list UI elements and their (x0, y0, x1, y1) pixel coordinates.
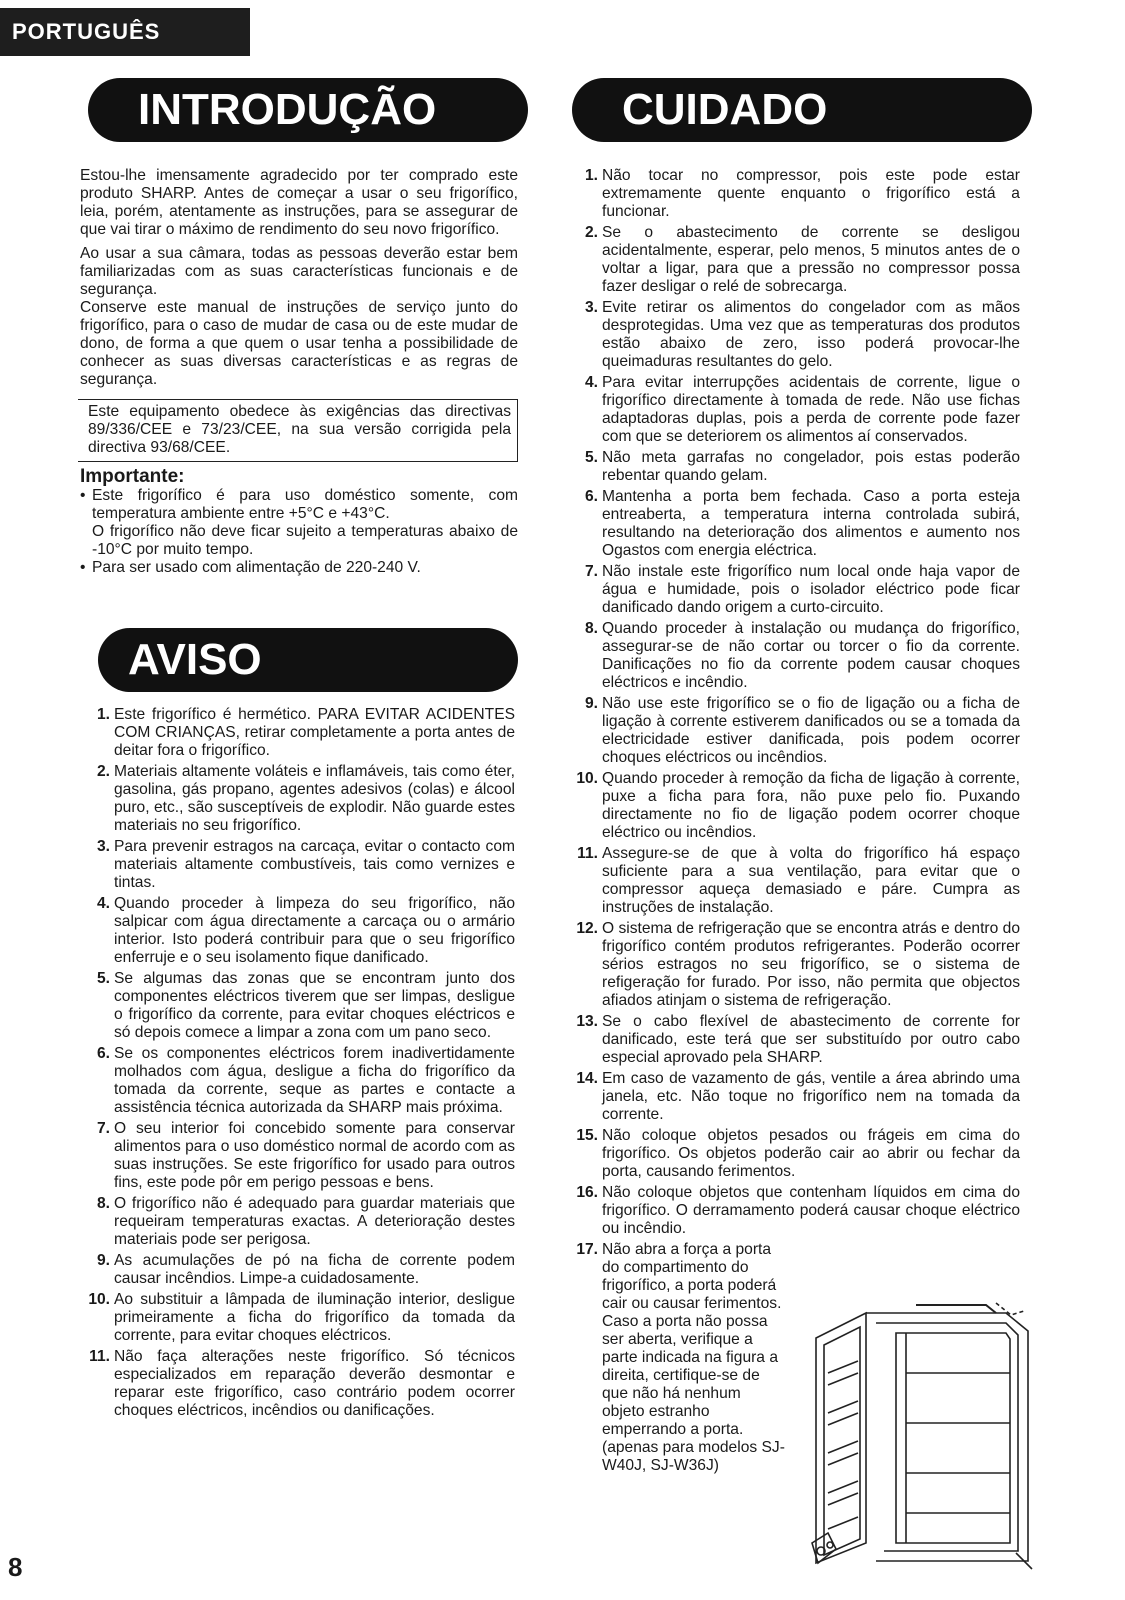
intro-paragraph-2: Ao usar a sua câmara, todas as pessoas deverão estar bem familiarizadas com as suas características funcionais e de segurança. (80, 245, 518, 298)
cuidado-item-number: 4. (584, 374, 598, 391)
cuidado-item-9 (568, 695, 1020, 767)
cuidado-item-8 (568, 620, 1020, 692)
aviso-item-8 (80, 1195, 515, 1249)
aviso-item-number: 1. (96, 706, 110, 723)
importante-bullet-1-sub: O frigorífico não deve ficar sujeito a temperaturas abaixo de -10°C por muito tempo. (92, 523, 518, 558)
cuidado-item-text: Não use este frigorífico se o fio de ligação ou a ficha de ligação à corrente estiverem danificados ou se a tomada da electricidade estiver danificada, pois podem ocorrer choques eléctricos ou incêndios. (602, 695, 1020, 766)
cuidado-item-number: 8. (584, 620, 598, 637)
page-number: 8 (8, 1552, 23, 1582)
cuidado-section (568, 167, 1020, 1475)
introducao-heading: INTRODUÇÃO (88, 78, 528, 142)
cuidado-item-text: Não meta garrafas no congelador, pois estas poderão rebentar quando gelam. (602, 449, 1020, 484)
cuidado-item-5 (568, 449, 1020, 485)
importante-bullet-2 (80, 559, 518, 577)
aviso-item-text: Se os componentes eléctricos forem inadivertidamente molhados com água, desligue a ficha do frigorífico da tomada da corrente, seque as partes e contacte a assistência técnica autorizada da SHARP mais próxima. (114, 1045, 515, 1116)
cuidado-item-number: 5. (584, 449, 598, 466)
language-tab: PORTUGUÊS (0, 8, 250, 56)
cuidado-item-text: Quando proceder à remoção da ficha de ligação à corrente, puxe a ficha para fora, não puxe pelo fio. Puxando directamente no fio de ligação podem ocorrer choque eléctrico ou incêndios. (602, 770, 1020, 841)
intro-paragraph-1: Estou-lhe imensamente agradecido por ter comprado este produto SHARP. Antes de começar a usar o seu frigorífico, leia, porém, atentamente as instruções, para se assegurar de que vai tirar o máximo de rendimento do seu novo frigorífico. (80, 167, 518, 238)
cuidado-item-number: 15. (576, 1127, 598, 1144)
directive-notice (78, 399, 518, 462)
cuidado-item-4 (568, 374, 1020, 446)
cuidado-item-number: 16. (576, 1184, 598, 1201)
cuidado-item-1 (568, 167, 1020, 221)
aviso-item-text: Não faça alterações neste frigorífico. Só técnicos especializados em reparação deverão desmontar e reparar este frigorífico, caso contrário podem ocorrer choques eléctricos, incêndios ou danificações. (114, 1348, 515, 1419)
cuidado-item-number: 3. (584, 299, 598, 316)
aviso-list (80, 706, 515, 1420)
aviso-item-number: 10. (88, 1291, 110, 1308)
cuidado-heading: CUIDADO (572, 78, 1032, 142)
cuidado-item-number: 12. (576, 920, 598, 937)
cuidado-item-text: Mantenha a porta bem fechada. Caso a porta esteja entreaberta, a temperatura interna controlada subirá, resultando na deterioração dos alimentos e aumento nos Ogastos com energia eléctrica. (602, 488, 1020, 559)
aviso-item-number: 8. (96, 1195, 110, 1212)
cuidado-item-12 (568, 920, 1020, 1010)
aviso-item-number: 4. (96, 895, 110, 912)
intro-paragraph-3: Conserve este manual de instruções de serviço junto do frigorífico, para o caso de mudar de casa ou de este mudar de dono, de forma a que quem o usar tenha a possibilidade de conhecer as suas diversas características e as regras de segurança. (80, 299, 518, 388)
aviso-item-text: Este frigorífico é hermético. PARA EVITAR ACIDENTES COM CRIANÇAS, retirar completamente a porta antes de deitar fora o frigorífico. (114, 706, 515, 759)
cuidado-item-15 (568, 1127, 1020, 1181)
cuidado-item-number: 10. (576, 770, 598, 787)
cuidado-item-text: Não coloque objetos que contenham líquidos em cima do frigorífico. O derramamento poderá causar choque eléctrico ou incêndio. (602, 1184, 1020, 1237)
aviso-item-number: 2. (96, 763, 110, 780)
cuidado-item-number: 11. (577, 845, 598, 862)
cuidado-item-number: 13. (576, 1013, 598, 1030)
aviso-item-1 (80, 706, 515, 760)
aviso-item-9 (80, 1252, 515, 1288)
cuidado-item-text: Para evitar interrupções acidentais de corrente, ligue o frigorífico directamente à tomada de rede. Não use fichas adaptadoras duplas, pois a perda de corrente pode fazer com que se deteriorem os alimentos aí conservados. (602, 374, 1020, 445)
aviso-item-3 (80, 838, 515, 892)
aviso-item-number: 3. (96, 838, 110, 855)
aviso-item-7 (80, 1120, 515, 1192)
cuidado-item-number: 7. (584, 563, 598, 580)
cuidado-item-number: 6. (584, 488, 598, 505)
aviso-item-number: 9. (96, 1252, 110, 1269)
cuidado-item-13 (568, 1013, 1020, 1067)
aviso-item-10 (80, 1291, 515, 1345)
aviso-item-text: O frigorífico não é adequado para guardar materiais que requeiram temperaturas exactas. A deterioração destes materiais pode ser perigosa. (114, 1195, 515, 1248)
cuidado-item-text: Não tocar no compressor, pois este pode estar extremamente quente enquanto o frigorífico está a funcionar. (602, 167, 1020, 220)
cuidado-item-3 (568, 299, 1020, 371)
cuidado-item-text: O sistema de refrigeração que se encontra atrás e dentro do frigorífico contém produtos refrigerantes. Poderão ocorrer sérios estragos no seu frigorífico, se o sistema de refigeração for furado. Por isso, não permita que objectos afiados atinjam o sistema de refrigeração. (602, 920, 1020, 1009)
importante-title: Importante: (80, 466, 185, 487)
aviso-item-text: Para prevenir estragos na carcaça, evitar o contacto com materiais altamente combustíveis, tais como vernizes e tintas. (114, 838, 515, 891)
aviso-item-2 (80, 763, 515, 835)
aviso-item-number: 7. (96, 1120, 110, 1137)
cuidado-item-number: 14. (576, 1070, 598, 1087)
aviso-item-text: As acumulações de pó na ficha de corrente podem causar incêndios. Limpe-a cuidadosamente. (114, 1252, 515, 1287)
aviso-item-5 (80, 970, 515, 1042)
importante-bullet-2-text: Para ser usado com alimentação de 220-240 V. (92, 559, 421, 576)
cuidado-item-number: 1. (584, 167, 598, 184)
fridge-illustration (806, 1293, 1036, 1573)
importante-bullet-1 (80, 487, 518, 559)
cuidado-item-text: Em caso de vazamento de gás, ventile a área abrindo uma janela, etc. Não toque no frigorífico nem na tomada da corrente. (602, 1070, 1020, 1123)
introducao-section (80, 167, 518, 577)
cuidado-item-7 (568, 563, 1020, 617)
aviso-item-text: Materiais altamente voláteis e inflamáveis, tais como éter, gasolina, gás propano, agentes adesivos (colas) e álcool puro, etc., são susceptíveis de explodir. Não guarde estes materiais no seu frigorífico. (114, 763, 515, 834)
cuidado-item-text: Evite retirar os alimentos do congelador com as mãos desprotegidas. Uma vez que as temperaturas dos produtos estão abaixo de zero, isso poderá provocar-lhe queimaduras resultantes do gelo. (602, 299, 1020, 370)
importante-bullet-1-text: Este frigorífico é para uso doméstico somente, com temperatura ambiente entre +5°C e +43°C. (92, 487, 518, 522)
cuidado-item-text: Assegure-se de que à volta do frigorífico há espaço suficiente para a sua ventilação, para evitar que o compressor aqueça demasiado e páre. Cumpra as instruções de instalação. (602, 845, 1020, 916)
aviso-item-text: Se algumas das zonas que se encontram junto dos componentes eléctricos tiverem que ser limpas, desligue o frigorífico da corrente, para evitar choques eléctricos e só depois comece a limpar a zona com um pano seco. (114, 970, 515, 1041)
cuidado-item-17-text: Não abra a força a porta do compartimento do frigorífico, a porta poderá cair ou causar ferimentos. Caso a porta não possa ser aberta, verifique a parte indicada na figura a direita, certifique-se de que não há nenhum objeto estranho emperrando a porta. (apenas para modelos SJ-W40J, SJ-W36J) (602, 1241, 785, 1474)
cuidado-item-16 (568, 1184, 1020, 1238)
cuidado-item-text: Quando proceder à instalação ou mudança do frigorífico, assegurar-se de não cortar ou torcer o fio da corrente. Danificações no fio da corrente podem causar choques eléctricos e incêndio. (602, 620, 1020, 691)
cuidado-item-text: Se o cabo flexível de abastecimento de corrente for danificado, este terá que ser substituído por outro cabo especial aprovado pela SHARP. (602, 1013, 1020, 1066)
aviso-item-number: 5. (96, 970, 110, 987)
cuidado-item-text: Se o abastecimento de corrente se desligou acidentalmente, esperar, pelo menos, 5 minutos antes de o voltar a ligar, para que a pressão no compressor possa fazer desligar o relé de sobrecarga. (602, 224, 1020, 295)
cuidado-item-17-number: 17. (576, 1241, 598, 1258)
aviso-item-number: 6. (96, 1045, 110, 1062)
aviso-section (80, 706, 515, 1423)
aviso-item-text: O seu interior foi concebido somente para conservar alimentos para o uso doméstico normal de acordo com as suas instruções. Se este frigorífico for usado para outros fins, este pode pôr em perigo pessoas e bens. (114, 1120, 515, 1191)
aviso-item-6 (80, 1045, 515, 1117)
cuidado-list (568, 167, 1020, 1238)
cuidado-item-text: Não instale este frigorífico num local onde haja vapor de água e humidade, pois o isolador eléctrico pode ficar danificado dando origem a curto-circuito. (602, 563, 1020, 616)
aviso-item-text: Quando proceder à limpeza do seu frigorífico, não salpicar com água directamente a carcaça ou o armário interior. Isto poderá contribuir para que o seu frigorífico enferruje e o seu isolamento fique danificado. (114, 895, 515, 966)
aviso-item-4 (80, 895, 515, 967)
cuidado-item-11 (568, 845, 1020, 917)
cuidado-item-14 (568, 1070, 1020, 1124)
cuidado-item-number: 2. (584, 224, 598, 241)
aviso-item-number: 11. (89, 1348, 110, 1365)
aviso-item-11 (80, 1348, 515, 1420)
cuidado-item-2 (568, 224, 1020, 296)
aviso-item-text: Ao substituir a lâmpada de iluminação interior, desligue primeiramente a ficha do frigorífico da tomada da corrente, para evitar choques eléctricos. (114, 1291, 515, 1344)
cuidado-item-number: 9. (584, 695, 598, 712)
cuidado-item-10 (568, 770, 1020, 842)
cuidado-item-text: Não coloque objetos pesados ou frágeis em cima do frigorífico. Os objetos poderão cair ao abrir ou fechar da porta, causando ferimentos. (602, 1127, 1020, 1180)
aviso-heading: AVISO (98, 628, 518, 692)
directive-notice-text: Este equipamento obedece às exigências das directivas 89/336/CEE e 73/23/CEE, na sua versão corrigida pela directiva 93/68/CEE. (88, 403, 511, 456)
cuidado-item-6 (568, 488, 1020, 560)
